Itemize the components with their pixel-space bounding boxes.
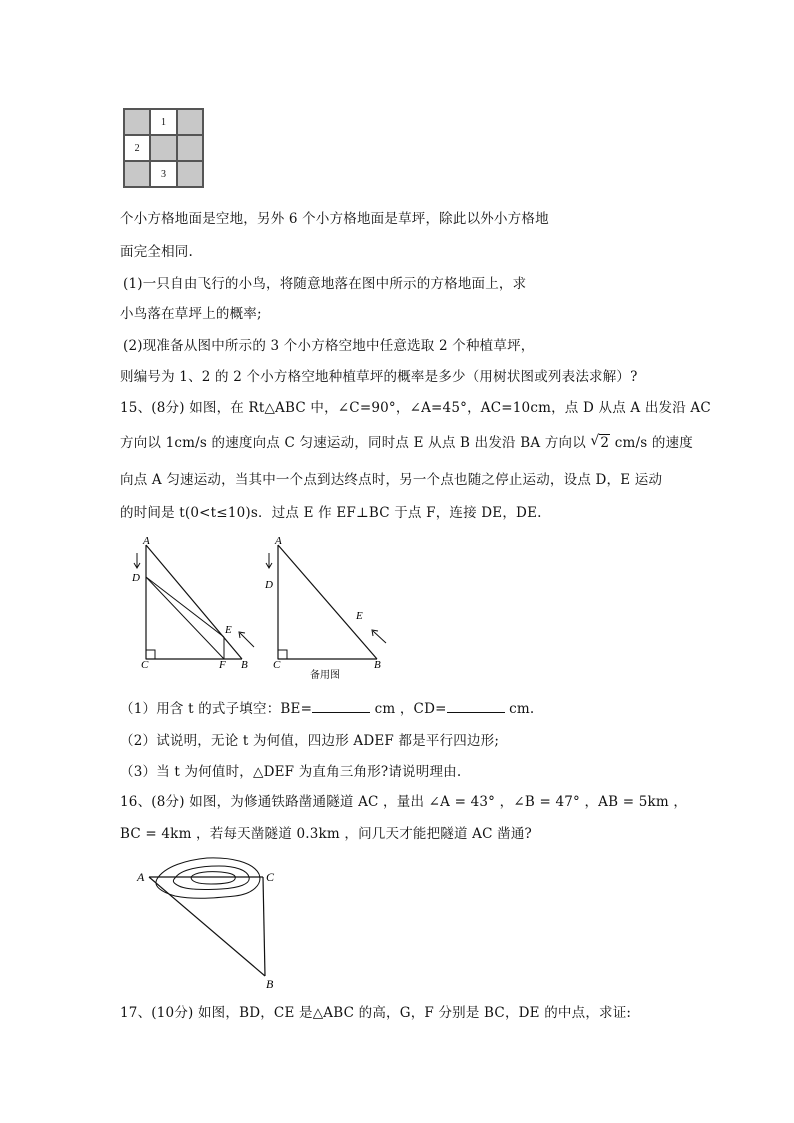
label-B: B [374,659,381,671]
label-A: A [275,535,282,547]
label-B: B [241,659,248,670]
q16-line1: 16、(8分) 如图，为修通铁路凿通隧道 AC ，量出 ∠A = 43° ，∠B = 47° ，AB = 5km ， [120,794,688,810]
backup-caption: 备用图 [310,670,340,681]
answer-blank-cd[interactable] [447,700,505,713]
q14-part1b: 小鸟落在草坪上的概率; [120,306,262,322]
q15-line2b: cm/s 的速度 [614,435,693,451]
label-A: A [137,870,145,884]
q15-line1: 15、(8分) 如图，在 Rt△ABC 中，∠C=90°，∠A=45°，AC=10cm，点 D 从点 A 出发沿 AC [120,400,711,416]
q15-sub1 [120,697,534,717]
grid-cell-3: 3 [150,161,176,187]
grid-cell-grass [124,161,150,187]
grid-cell-grass [177,109,203,135]
q15-figure-backup [262,535,392,685]
label-E: E [356,610,363,622]
q14-line2: 面完全相同. [120,244,193,260]
q15-line2 [120,431,693,451]
grid-cell-grass [177,135,203,161]
grid-cell-grass [150,135,176,161]
q15-sub2: （2）试说明，无论 t 为何值，四边形 ADEF 都是平行四边形; [120,733,500,749]
answer-blank-be[interactable] [312,700,370,713]
q14-line1: 个小方格地面是空地，另外 6 个小方格地面是草坪，除此以外小方格地 [120,211,549,227]
label-E: E [225,624,232,636]
label-A: A [143,535,150,547]
label-F: F [219,659,226,670]
sqrt-arg: 2 [600,435,610,451]
label-B: B [266,977,274,990]
q15-sub3: （3）当 t 为何值时，△DEF 为直角三角形?请说明理由. [120,764,462,780]
q15-line2a: 方向以 1cm/s 的速度向点 C 匀速运动，同时点 E 从点 B 出发沿 BA 方向以 [120,435,586,451]
label-C: C [273,659,281,671]
q15-line3: 向点 A 匀速运动，当其中一个点到达终点时，另一个点也随之停止运动，设点 D，E 运动 [120,472,663,488]
q14-part2b: 则编号为 1、2 的 2 个小方格空地种植草坪的概率是多少（用树状图或列表法求解）? [120,369,638,385]
q16-line2: BC = 4km ，若每天凿隧道 0.3km ，问几天才能把隧道 AC 凿通? [120,826,532,842]
grid-cell-grass [177,161,203,187]
label-C: C [266,870,275,884]
q14-part1a: (1)一只自由飞行的小鸟，将随意地落在图中所示的方格地面上，求 [123,276,527,292]
label-D: D [265,579,273,591]
q15-sub1a: （1）用含 t 的式子填空：BE= [120,701,313,717]
grid-cell-1: 1 [150,109,176,135]
q15-sub1b: cm ，CD= [374,701,447,717]
q16-tunnel-figure [135,852,285,990]
q17-line1: 17、(10分) 如图，BD，CE 是△ABC 的高，G，F 分别是 BC，DE 的中点，求证: [120,1005,632,1021]
q15-figure-main [130,535,260,670]
q14-part2a: (2)现准备从图中所示的 3 个小方格空地中任意选取 2 个种植草坪， [123,338,535,354]
q15-sub1c: cm. [509,701,535,717]
q15-line4: 的时间是 t(0<t≤10)s．过点 E 作 EF⊥BC 于点 F，连接 DE，DE. [120,505,542,521]
label-D: D [132,572,140,584]
label-C: C [141,659,149,670]
grid-cell-2: 2 [124,135,150,161]
sqrt-expression: √ 2 [590,433,610,451]
grid-figure [123,108,204,188]
grid-cell-grass [124,109,150,135]
